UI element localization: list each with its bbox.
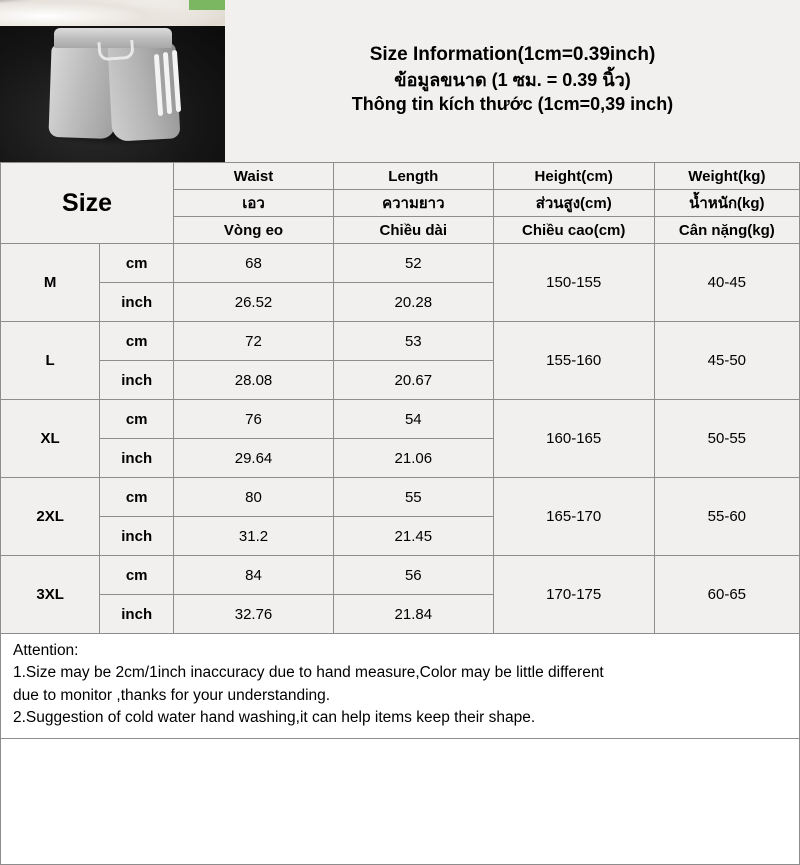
waist-cm-l: 72 bbox=[174, 322, 334, 361]
col-header-weight-th: น้ำหนัก(kg) bbox=[654, 190, 799, 217]
length-cm-2xl: 55 bbox=[333, 478, 493, 517]
product-photo bbox=[0, 0, 225, 162]
waist-cm-3xl: 84 bbox=[174, 556, 334, 595]
waist-inch-2xl: 31.2 bbox=[174, 517, 334, 556]
length-inch-xl: 21.06 bbox=[333, 439, 493, 478]
col-header-waist-vi: Vòng eo bbox=[174, 217, 334, 244]
col-header-weight-en: Weight(kg) bbox=[654, 163, 799, 190]
unit-cm-3xl: cm bbox=[100, 556, 174, 595]
col-header-waist-th: เอว bbox=[174, 190, 334, 217]
unit-cm-l: cm bbox=[100, 322, 174, 361]
col-header-height-vi: Chiều cao(cm) bbox=[493, 217, 654, 244]
length-cm-l: 53 bbox=[333, 322, 493, 361]
table-body bbox=[1, 244, 800, 634]
title-thai: ข้อมูลขนาด (1 ซม. = 0.39 นิ้ว) bbox=[394, 69, 631, 90]
attention-note-2: 2.Suggestion of cold water hand washing,it can help items keep their shape. bbox=[13, 709, 536, 727]
weight-3xl: 60-65 bbox=[654, 556, 799, 634]
attention-heading: Attention: bbox=[13, 642, 79, 659]
attention-block bbox=[0, 634, 800, 739]
weight-2xl: 55-60 bbox=[654, 478, 799, 556]
table-row bbox=[1, 556, 800, 595]
size-header-label: Size bbox=[62, 188, 113, 217]
weight-m: 40-45 bbox=[654, 244, 799, 322]
row-size-l: L bbox=[1, 322, 100, 400]
table-row bbox=[1, 478, 800, 517]
unit-cm-2xl: cm bbox=[100, 478, 174, 517]
col-header-weight-vi: Cân nặng(kg) bbox=[654, 217, 799, 244]
waist-cm-2xl: 80 bbox=[174, 478, 334, 517]
table-row bbox=[1, 400, 800, 439]
waist-inch-3xl: 32.76 bbox=[174, 595, 334, 634]
header-row-en bbox=[1, 163, 800, 190]
length-inch-2xl: 21.45 bbox=[333, 517, 493, 556]
shorts-illustration bbox=[40, 28, 190, 144]
size-table bbox=[0, 162, 800, 634]
title-vietnamese: Thông tin kích thước (1cm=0,39 inch) bbox=[351, 93, 674, 114]
row-size-3xl: 3XL bbox=[1, 556, 100, 634]
bottom-blank-area bbox=[0, 739, 800, 865]
header-section bbox=[0, 0, 800, 162]
title-block bbox=[225, 0, 800, 162]
waist-inch-m: 26.52 bbox=[174, 283, 334, 322]
photo-green-corner bbox=[189, 0, 225, 10]
unit-inch-2xl: inch bbox=[100, 517, 174, 556]
shorts-drawstring bbox=[97, 40, 134, 61]
height-3xl: 170-175 bbox=[493, 556, 654, 634]
table-row bbox=[1, 244, 800, 283]
table-head bbox=[1, 163, 800, 244]
col-header-length-vi: Chiều dài bbox=[333, 217, 493, 244]
attention-note-1-line-2: due to monitor ,thanks for your understanding. bbox=[13, 686, 331, 704]
col-header-height-th: ส่วนสูง(cm) bbox=[493, 190, 654, 217]
weight-xl: 50-55 bbox=[654, 400, 799, 478]
attention-note-1-line-1: 1.Size may be 2cm/1inch inaccuracy due to hand measure,Color may be little different bbox=[13, 664, 604, 682]
row-size-xl: XL bbox=[1, 400, 100, 478]
size-header-cell bbox=[1, 163, 174, 244]
col-header-length-en: Length bbox=[333, 163, 493, 190]
unit-cm-m: cm bbox=[100, 244, 174, 283]
title-english: Size Information(1cm=0.39inch) bbox=[369, 44, 656, 66]
length-inch-m: 20.28 bbox=[333, 283, 493, 322]
height-2xl: 165-170 bbox=[493, 478, 654, 556]
row-size-2xl: 2XL bbox=[1, 478, 100, 556]
unit-cm-xl: cm bbox=[100, 400, 174, 439]
height-l: 155-160 bbox=[493, 322, 654, 400]
length-inch-l: 20.67 bbox=[333, 361, 493, 400]
waist-inch-l: 28.08 bbox=[174, 361, 334, 400]
weight-l: 45-50 bbox=[654, 322, 799, 400]
waist-cm-xl: 76 bbox=[174, 400, 334, 439]
unit-inch-3xl: inch bbox=[100, 595, 174, 634]
waist-inch-xl: 29.64 bbox=[174, 439, 334, 478]
height-m: 150-155 bbox=[493, 244, 654, 322]
unit-inch-l: inch bbox=[100, 361, 174, 400]
height-xl: 160-165 bbox=[493, 400, 654, 478]
col-header-height-en: Height(cm) bbox=[493, 163, 654, 190]
table-row bbox=[1, 322, 800, 361]
length-inch-3xl: 21.84 bbox=[333, 595, 493, 634]
length-cm-m: 52 bbox=[333, 244, 493, 283]
row-size-m: M bbox=[1, 244, 100, 322]
length-cm-3xl: 56 bbox=[333, 556, 493, 595]
length-cm-xl: 54 bbox=[333, 400, 493, 439]
waist-cm-m: 68 bbox=[174, 244, 334, 283]
unit-inch-xl: inch bbox=[100, 439, 174, 478]
col-header-length-th: ความยาว bbox=[333, 190, 493, 217]
unit-inch-m: inch bbox=[100, 283, 174, 322]
col-header-waist-en: Waist bbox=[174, 163, 334, 190]
